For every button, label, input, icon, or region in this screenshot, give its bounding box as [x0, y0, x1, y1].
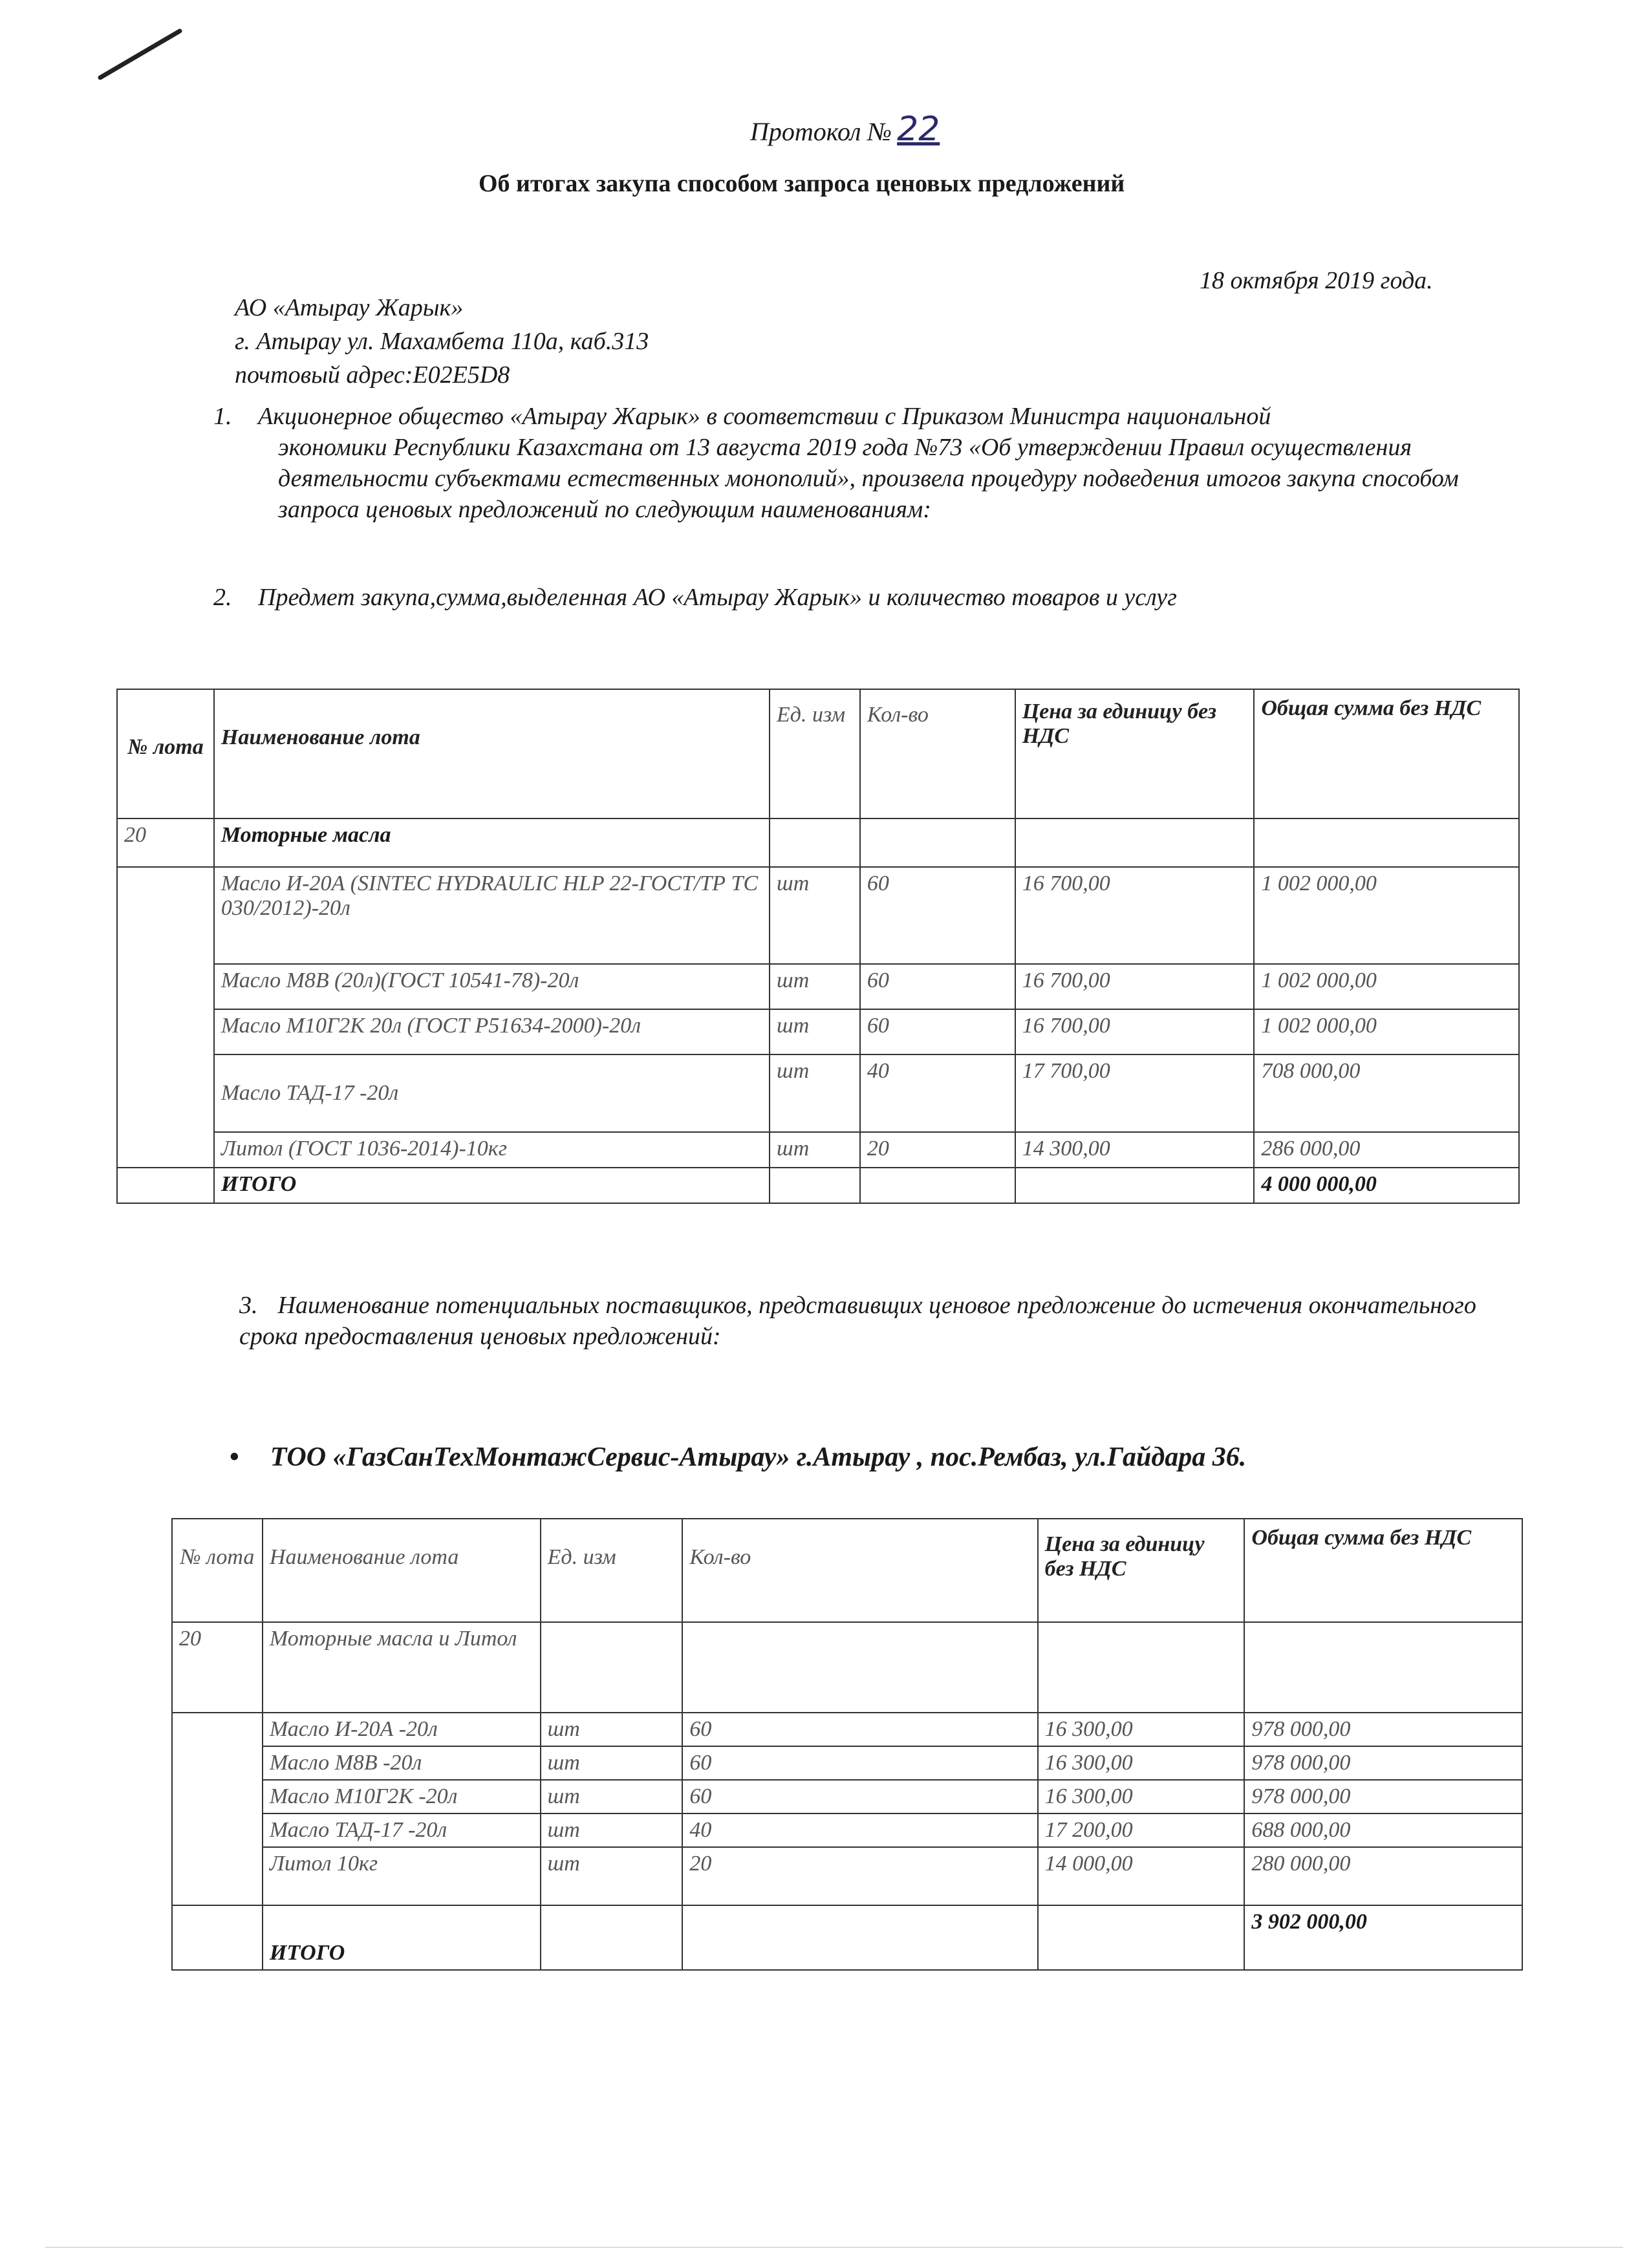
item-name: Литол 10кг [263, 1847, 541, 1905]
item-qty: 60 [860, 1009, 1015, 1054]
table-row [117, 1054, 1519, 1132]
table-total-row [172, 1905, 1522, 1970]
lot-table-supplier-offer [171, 1518, 1523, 1971]
table-row [117, 867, 1519, 964]
total-value: 3 902 000,00 [1244, 1905, 1522, 1970]
org-address: г. Атырау ул. Махамбета 110а, каб.313 [235, 328, 649, 355]
item-qty: 60 [682, 1713, 1037, 1746]
item-price: 16 300,00 [1038, 1713, 1245, 1746]
item-price: 16 700,00 [1015, 867, 1255, 964]
item-qty: 20 [682, 1847, 1037, 1905]
table-row [172, 1746, 1522, 1780]
header-unit: Ед. изм [770, 689, 860, 818]
table-row [117, 1132, 1519, 1168]
total-label: ИТОГО [214, 1168, 770, 1203]
table-header-row [117, 689, 1519, 818]
item-price: 16 300,00 [1038, 1746, 1245, 1780]
item-unit: шт [770, 1132, 860, 1168]
paragraph-1 [213, 401, 1533, 525]
item-unit: шт [541, 1780, 683, 1813]
table-row [172, 1847, 1522, 1905]
item-name: Литол (ГОСТ 1036-2014)-10кг [214, 1132, 770, 1168]
item-qty: 60 [860, 964, 1015, 1009]
header-lot-no: № лота [172, 1519, 263, 1622]
item-name: Масло М10Г2К 20л (ГОСТ Р51634-2000)-20л [214, 1009, 770, 1054]
item-unit: шт [770, 1054, 860, 1132]
paragraph-2 [213, 582, 1533, 613]
item-unit: шт [770, 964, 860, 1009]
item-total: 1 002 000,00 [1254, 1009, 1519, 1054]
header-lot-name: Наименование лота [263, 1519, 541, 1622]
item-name: Масло М8В (20л)(ГОСТ 10541-78)-20л [214, 964, 770, 1009]
item-qty: 60 [860, 867, 1015, 964]
protocol-number: 22 [897, 110, 940, 149]
table-header-row [172, 1519, 1522, 1622]
protocol-title [750, 110, 940, 149]
protocol-title-label: Протокол № [750, 117, 892, 146]
header-lot-name: Наименование лота [214, 689, 770, 818]
item-price: 16 700,00 [1015, 1009, 1255, 1054]
paragraph-1-first-line: Акционерное общество «Атырау Жарык» в соответствии с Приказом Министра национальной [258, 403, 1271, 430]
table-row [172, 1713, 1522, 1746]
item-unit: шт [541, 1746, 683, 1780]
item-unit: шт [541, 1813, 683, 1847]
header-qty: Кол-во [682, 1519, 1037, 1622]
header-total: Общая сумма без НДС [1244, 1519, 1522, 1622]
item-qty: 40 [682, 1813, 1037, 1847]
paragraph-2-number: 2. [213, 584, 232, 611]
item-price: 16 300,00 [1038, 1780, 1245, 1813]
item-qty: 60 [682, 1746, 1037, 1780]
item-total: 1 002 000,00 [1254, 867, 1519, 964]
org-name: АО «Атырау Жарык» [235, 294, 464, 321]
item-total: 978 000,00 [1244, 1780, 1522, 1813]
lot-table-allocated [116, 689, 1520, 1204]
lot-name: Моторные масла [214, 818, 770, 867]
item-total: 978 000,00 [1244, 1713, 1522, 1746]
table-row [172, 1780, 1522, 1813]
paragraph-2-text: Предмет закупа,сумма,выделенная АО «Атырау Жарык» и количество товаров и услуг [258, 584, 1177, 611]
table-row [172, 1813, 1522, 1847]
paragraph-1-number: 1. [213, 403, 232, 430]
paragraph-3 [239, 1290, 1539, 1352]
item-unit: шт [541, 1713, 683, 1746]
item-total: 286 000,00 [1254, 1132, 1519, 1168]
lot-row [117, 818, 1519, 867]
bullet-dot-icon: • [230, 1442, 239, 1472]
item-price: 14 300,00 [1015, 1132, 1255, 1168]
table-row [117, 1009, 1519, 1054]
item-price: 14 000,00 [1038, 1847, 1245, 1905]
item-total: 978 000,00 [1244, 1746, 1522, 1780]
item-total: 1 002 000,00 [1254, 964, 1519, 1009]
paragraph-3-number: 3. [239, 1292, 258, 1319]
item-total: 688 000,00 [1244, 1813, 1522, 1847]
item-name: Масло И-20А (SINTEC HYDRAULIC HLP 22-ГОСТ/ТР ТС 030/2012)-20л [214, 867, 770, 964]
item-total: 280 000,00 [1244, 1847, 1522, 1905]
lot-name: Моторные масла и Литол [263, 1622, 541, 1713]
table-row [117, 964, 1519, 1009]
header-lot-no: № лота [117, 689, 214, 818]
table-total-row [117, 1168, 1519, 1203]
item-price: 16 700,00 [1015, 964, 1255, 1009]
paragraph-1-body: экономики Республики Казахстана от 13 августа 2019 года №73 «Об утверждении Правил осуществления деятельности субъектами естественных монополий», произвела процедуру подведения итогов закупа способом запроса ценовых предложений по следующим наименованиям: [278, 434, 1459, 523]
lot-row [172, 1622, 1522, 1713]
item-name: Масло ТАД-17 -20л [214, 1054, 770, 1132]
item-unit: шт [770, 867, 860, 964]
pen-stroke-mark [97, 26, 188, 84]
item-name: Масло ТАД-17 -20л [263, 1813, 541, 1847]
item-price: 17 200,00 [1038, 1813, 1245, 1847]
header-unit-price: Цена за единицу без НДС [1015, 689, 1255, 818]
item-qty: 60 [682, 1780, 1037, 1813]
protocol-subtitle: Об итогах закупа способом запроса ценовых предложений [479, 170, 1125, 197]
total-label: ИТОГО [263, 1905, 541, 1970]
header-qty: Кол-во [860, 689, 1015, 818]
item-price: 17 700,00 [1015, 1054, 1255, 1132]
paragraph-3-text: Наименование потенциальных поставщиков, представивщих ценовое предложение до истечения окончательного срока предоставления ценовых предложений: [239, 1292, 1476, 1350]
organization-block [235, 291, 649, 392]
lot-number: 20 [117, 818, 214, 867]
total-value: 4 000 000,00 [1254, 1168, 1519, 1203]
item-qty: 40 [860, 1054, 1015, 1132]
page-bottom-rule [45, 2247, 1623, 2248]
header-total: Общая сумма без НДС [1254, 689, 1519, 818]
item-name: Масло И-20А -20л [263, 1713, 541, 1746]
item-total: 708 000,00 [1254, 1054, 1519, 1132]
supplier-bullet [230, 1442, 1246, 1473]
org-postal-address: почтовый адрес:E02E5D8 [235, 361, 510, 389]
item-qty: 20 [860, 1132, 1015, 1168]
item-unit: шт [770, 1009, 860, 1054]
item-name: Масло М10Г2К -20л [263, 1780, 541, 1813]
document-date: 18 октября 2019 года. [1200, 267, 1433, 294]
header-unit: Ед. изм [541, 1519, 683, 1622]
lot-number: 20 [172, 1622, 263, 1713]
supplier-name: ТОО «ГазСанТехМонтажСервис-Атырау» г.Атырау , пос.Рембаз, ул.Гайдара 36. [270, 1442, 1247, 1472]
header-unit-price: Цена за единицу без НДС [1038, 1519, 1245, 1622]
item-name: Масло М8В -20л [263, 1746, 541, 1780]
item-unit: шт [541, 1847, 683, 1905]
